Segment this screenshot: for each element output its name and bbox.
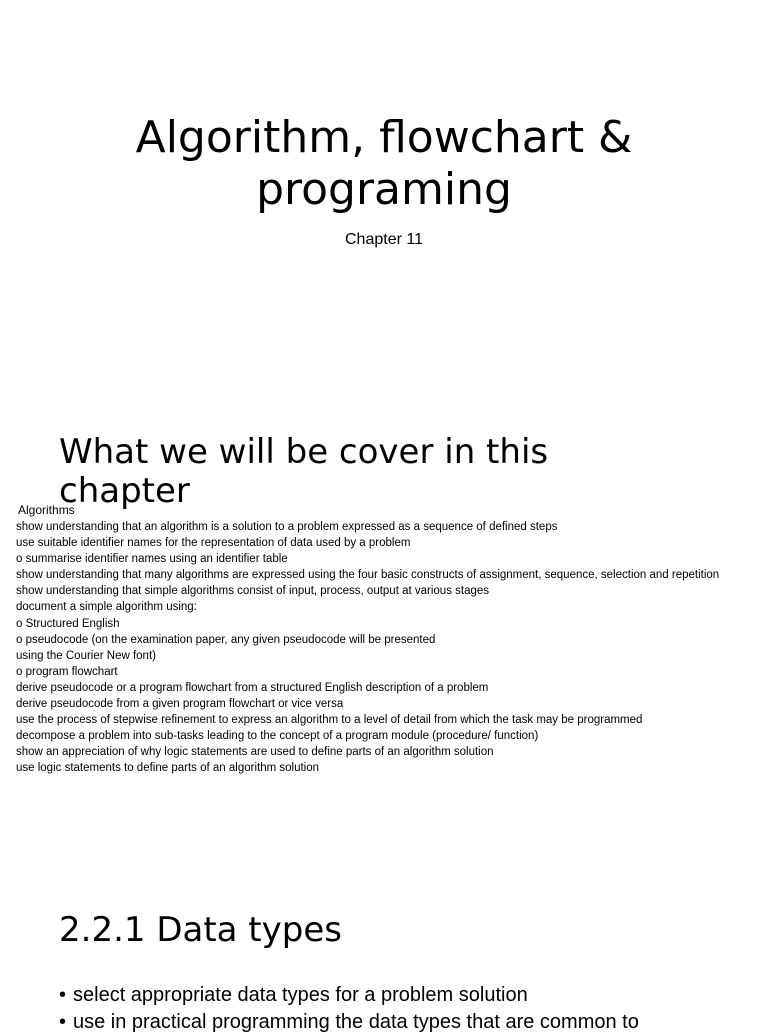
objective-item: o pseudocode (on the examination paper, any given pseudocode will be presented [16,633,436,646]
objectives-list [16,519,766,777]
objective-item: derive pseudocode or a program flowchart from a structured English description of a problem [16,681,489,694]
chapter-coverage-heading-line-1: What we will be cover in this [59,432,549,472]
objective-item: o summarise identifier names using an identifier table [16,553,288,566]
objective-item: o Structured English [16,617,120,630]
objective-item: use suitable identifier names for the representation of data used by a problem [16,537,411,550]
bullet-icon: • [59,1011,67,1033]
bullet-item [59,1009,759,1036]
data-types-bullets [59,982,759,1036]
objective-item: o program flowchart [16,665,118,678]
chapter-coverage-heading-line-2: chapter [59,471,190,511]
objective-item: derive pseudocode from a given program flowchart or vice versa [16,698,344,711]
algorithms-label: Algorithms [18,503,75,517]
bullet-icon: • [59,984,67,1006]
chapter-coverage-heading [59,433,659,511]
slide-title-line-2: programing [256,164,512,215]
objective-item: use the process of stepwise refinement to express an algorithm to a level of detail from which the task may be programmed [16,714,643,727]
data-types-heading: 2.2.1 Data types [59,910,342,950]
bullet-text: use in practical programming the data types that are common to [73,1011,639,1033]
objective-item: show understanding that many algorithms are expressed using the four basic constructs of assignment, sequence, selection and repetition [16,569,720,582]
objective-item: using the Courier New font) [16,649,156,662]
bullet-item [59,982,759,1009]
slide-subtitle: Chapter 11 [345,231,423,248]
bullet-text: select appropriate data types for a problem solution [73,984,528,1006]
objective-item: decompose a problem into sub-tasks leading to the concept of a program module (procedure/ function) [16,730,539,743]
slide-title [0,112,768,216]
objective-item: show an appreciation of why logic statements are used to define parts of an algorithm solution [16,746,494,759]
objective-item: document a simple algorithm using: [16,601,197,614]
objective-item: use logic statements to define parts of an algorithm solution [16,762,320,775]
objective-item: show understanding that simple algorithms consist of input, process, output at various stages [16,585,490,598]
objective-item: show understanding that an algorithm is a solution to a problem expressed as a sequence of defined steps [16,521,558,533]
slide-title-line-1: Algorithm, flowchart & [135,112,633,163]
